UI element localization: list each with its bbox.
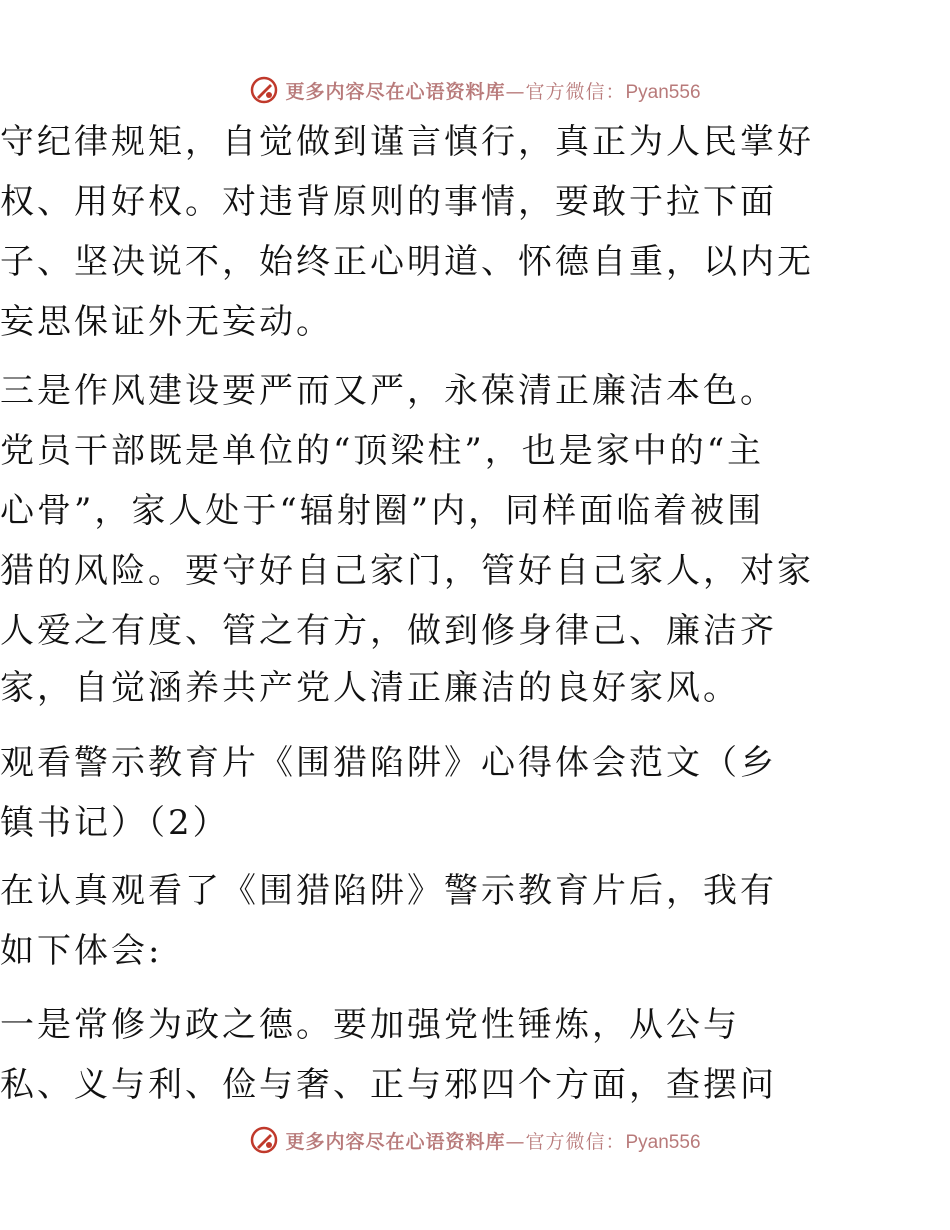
document-title: 观看警示教育片《围猎陷阱》心得体会范文（乡 — [0, 743, 777, 783]
body-line: 如下体会: — [0, 931, 163, 971]
body-line: 党员干部既是单位的“顶梁柱”，也是家中的“主 — [0, 431, 765, 471]
body-line: 权、用好权。对违背原则的事情，要敢于拉下面 — [0, 182, 777, 222]
quill-seal-icon — [249, 75, 279, 105]
watermark-sub-text: 官方微信： — [525, 1130, 626, 1153]
watermark-main-text: 更多内容尽在心语资料库 — [285, 80, 506, 103]
paragraph-heading: 三是作风建设要严而又严，永葆清正廉洁本色。 — [0, 371, 777, 411]
watermark-main-text: 更多内容尽在心语资料库 — [285, 1130, 506, 1153]
watermark-sub-text: 官方微信： — [525, 80, 626, 103]
body-line: 守纪律规矩，自觉做到谨言慎行，真正为人民掌好 — [0, 122, 814, 162]
body-line: 人爱之有度、管之有方，做到修身律己、廉洁齐 — [0, 611, 777, 651]
header-watermark — [0, 70, 950, 110]
quill-seal-icon — [249, 1125, 279, 1155]
watermark-wechat-id: Pyan556 — [625, 1131, 701, 1153]
paragraph-heading: 一是常修为政之德。要加强党性锤炼，从公与 — [0, 1005, 740, 1045]
body-line: 猎的风险。要守好自己家门，管好自己家人，对家 — [0, 551, 814, 591]
watermark-wechat-id: Pyan556 — [625, 81, 701, 103]
body-line: 子、坚决说不，始终正心明道、怀德自重，以内无 — [0, 242, 814, 282]
paragraph-heading: 在认真观看了《围猎陷阱》警示教育片后，我有 — [0, 871, 777, 911]
document-title: 镇书记）（2） — [0, 803, 230, 843]
body-line: 心骨”，家人处于“辐射圈”内，同样面临着被围 — [0, 491, 765, 531]
body-line: 妄思保证外无妄动。 — [0, 302, 333, 342]
body-line: 家，自觉涵养共产党人清正廉洁的良好家风。 — [0, 668, 740, 708]
footer-watermark — [0, 1120, 950, 1160]
watermark-dash: — — [505, 1130, 526, 1153]
watermark-dash: — — [505, 80, 526, 103]
body-line: 私、义与利、俭与奢、正与邪四个方面，查摆问 — [0, 1065, 777, 1105]
